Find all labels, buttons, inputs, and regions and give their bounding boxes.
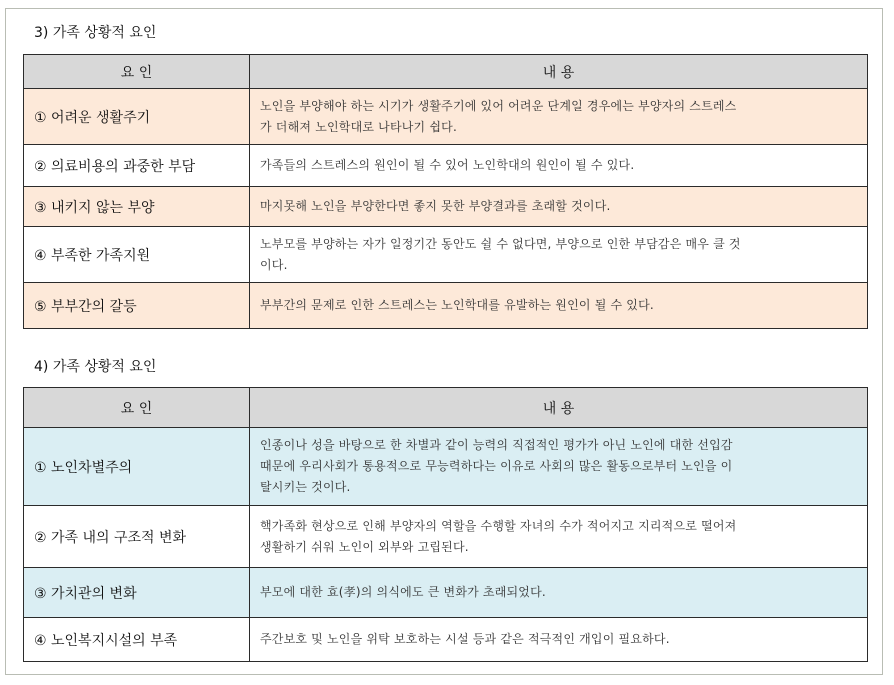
content-cell <box>250 568 868 618</box>
content-cell <box>250 428 868 506</box>
content-cell <box>250 283 868 329</box>
content-line: 가 더해져 노인학대로 나타나기 쉽다. <box>260 119 457 134</box>
content-line: 탈시키는 것이다. <box>260 480 351 494</box>
content-cell <box>250 89 868 145</box>
table-row <box>24 618 868 662</box>
content-line: 이다. <box>260 257 288 272</box>
table-row <box>24 187 868 227</box>
factor-table-family-situation <box>23 54 868 329</box>
content-line: 주간보호 및 노인을 위탁 보호하는 시설 등과 같은 적극적인 개입이 필요하다. <box>260 632 670 646</box>
content-line: 노부모를 부양하는 자가 일정기간 동안도 쉴 수 없다면, 부양으로 인한 부담감은 매우 클 것 <box>260 236 741 251</box>
table-row <box>24 568 868 618</box>
table-row <box>24 145 868 187</box>
content-cell <box>250 618 868 662</box>
header-factor: 요 인 <box>24 55 250 89</box>
table-row <box>24 89 868 145</box>
factor-cell: ④ 부족한 가족지원 <box>24 227 250 283</box>
header-factor: 요 인 <box>24 388 250 428</box>
header-content: 내 용 <box>250 55 868 89</box>
factor-cell: ③ 내키지 않는 부양 <box>24 187 250 227</box>
content-line: 마지못해 노인을 부양한다면 좋지 못한 부양결과를 초래할 것이다. <box>260 199 611 213</box>
factor-table-family-situation-2 <box>23 387 868 662</box>
table-row <box>24 283 868 329</box>
factor-cell: ③ 가치관의 변화 <box>24 568 250 618</box>
factor-cell: ② 가족 내의 구조적 변화 <box>24 506 250 568</box>
content-cell <box>250 506 868 568</box>
factor-cell: ⑤ 부부간의 갈등 <box>24 283 250 329</box>
table-row <box>24 506 868 568</box>
header-content: 내 용 <box>250 388 868 428</box>
table-header-row <box>24 55 868 89</box>
content-cell <box>250 227 868 283</box>
content-line: 노인을 부양해야 하는 시기가 생활주기에 있어 어려운 단계일 경우에는 부양자의 스트레스 <box>260 98 737 113</box>
factor-cell: ① 어려운 생활주기 <box>24 89 250 145</box>
content-line: 핵가족화 현상으로 인해 부양자의 역할을 수행할 자녀의 수가 적어지고 지리적으로 떨어져 <box>260 518 737 533</box>
content-cell <box>250 145 868 187</box>
content-line: 생활하기 쉬워 노인이 외부와 고립된다. <box>260 539 469 554</box>
content-line: 때문에 우리사회가 통용적으로 무능력하다는 이유로 사회의 많은 활동으로부터 노인을 이 <box>260 459 733 473</box>
factor-cell: ① 노인차별주의 <box>24 428 250 506</box>
factor-cell: ② 의료비용의 과중한 부담 <box>24 145 250 187</box>
table-row <box>24 428 868 506</box>
content-line: 부부간의 문제로 인한 스트레스는 노인학대를 유발하는 원인이 될 수 있다. <box>260 298 654 312</box>
content-line: 가족들의 스트레스의 원인이 될 수 있어 노인학대의 원인이 될 수 있다. <box>260 158 635 172</box>
content-line: 인종이나 성을 바탕으로 한 차별과 같이 능력의 직접적인 평가가 아닌 노인에 대한 선입감 <box>260 438 733 452</box>
content-line: 부모에 대한 효(孝)의 의식에도 큰 변화가 초래되었다. <box>260 585 546 599</box>
factor-cell: ④ 노인복지시설의 부족 <box>24 618 250 662</box>
table-header-row <box>24 388 868 428</box>
section-title: 3) 가족 상황적 요인 <box>34 25 157 41</box>
table-row <box>24 227 868 283</box>
content-cell <box>250 187 868 227</box>
section-title: 4) 가족 상황적 요인 <box>34 359 157 375</box>
